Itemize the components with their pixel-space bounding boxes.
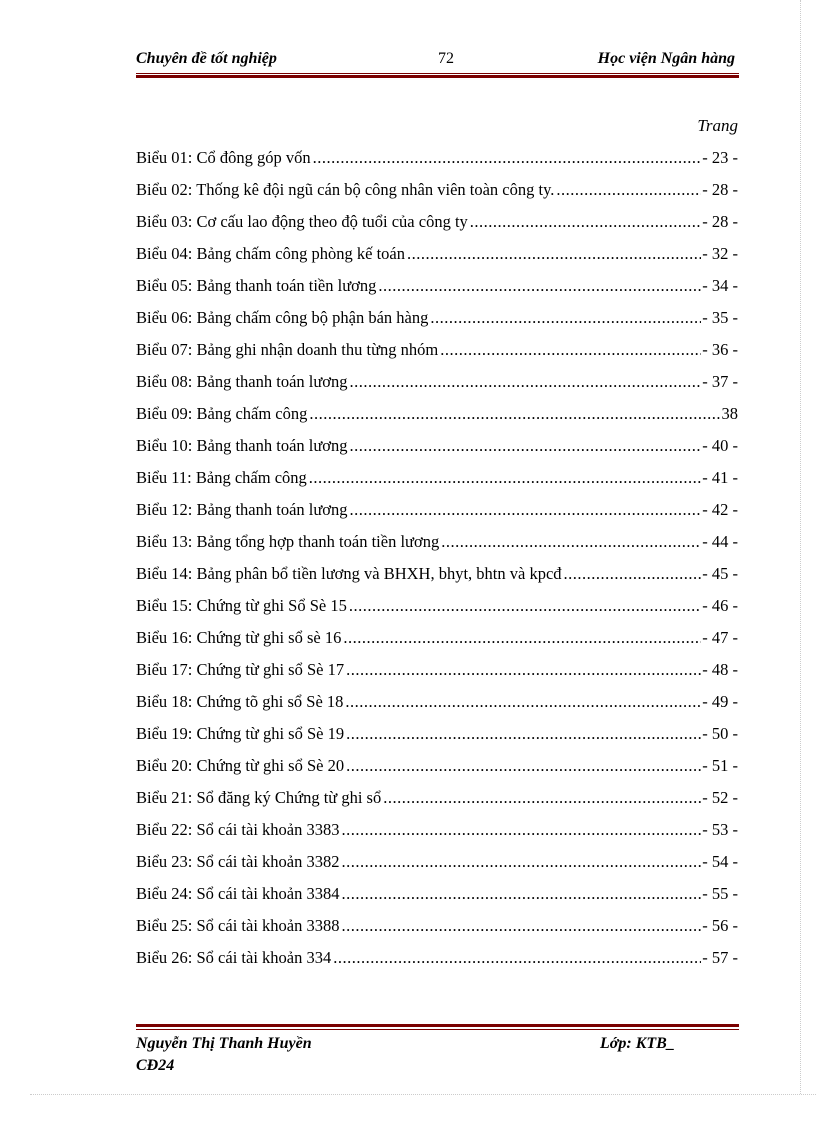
toc-entry-label: Biểu 13: Bảng tổng hợp thanh toán tiền lương (136, 532, 440, 551)
toc-entry-label: Biểu 01: Cổ đông góp vốn (136, 148, 311, 167)
toc-entry (136, 370, 738, 402)
toc-leader-dots (350, 434, 702, 458)
toc-entry (136, 434, 738, 466)
toc-entry (136, 306, 738, 338)
toc-leader-dots (313, 146, 702, 170)
header-rule-thin (136, 73, 739, 74)
toc-entry-label: Biểu 07: Bảng ghi nhận doanh thu từng nhóm (136, 340, 439, 359)
toc-leader-dots (341, 914, 701, 938)
toc-leader-dots (556, 178, 701, 202)
toc-leader-dots (341, 882, 701, 906)
toc-leader-dots (378, 274, 701, 298)
toc-entry-label: Biểu 11: Bảng chấm công (136, 468, 307, 487)
toc-entry-page: - 32 - (702, 244, 738, 263)
toc-entry (136, 146, 738, 178)
page-edge-right (800, 0, 801, 1094)
toc-entry-page: - 23 - (702, 148, 738, 167)
toc-entry-label: Biểu 14: Bảng phân bổ tiền lương và BHXH, bhyt, bhtn và kpcđ (136, 564, 562, 583)
toc-leader-dots (430, 306, 701, 330)
toc-leader-dots (564, 562, 702, 586)
header-page-number: 72 (438, 50, 454, 67)
toc-entry (136, 818, 738, 850)
header-rule (136, 73, 739, 79)
toc-entry (136, 786, 738, 818)
toc-entry (136, 210, 738, 242)
toc-entry (136, 466, 738, 498)
toc-entry-page: - 51 - (702, 756, 738, 775)
toc-entry-page: - 50 - (702, 724, 738, 743)
toc-entry-label: Biểu 12: Bảng thanh toán lương (136, 500, 348, 519)
toc-leader-dots (350, 498, 702, 522)
toc-entry (136, 882, 738, 914)
toc-entry (136, 274, 738, 306)
toc-entry-label: Biểu 03: Cơ cấu lao động theo độ tuổi của công ty (136, 212, 468, 231)
toc-leader-dots (341, 818, 701, 842)
page-header (136, 50, 735, 72)
footer-rule (136, 1024, 739, 1032)
toc-leader-dots (350, 370, 702, 394)
toc-entry-page: - 42 - (702, 500, 738, 519)
toc-entry (136, 498, 738, 530)
toc-entry-page: - 41 - (702, 468, 738, 487)
footer-rule-thick (136, 1024, 739, 1027)
toc-entry-page: - 28 - (702, 212, 738, 231)
footer-author: Nguyễn Thị Thanh Huyền (136, 1035, 312, 1052)
footer-class-code: CĐ24 (136, 1057, 175, 1074)
toc-entry-page: - 28 - (702, 180, 738, 199)
toc-leader-dots (440, 338, 701, 362)
toc-entry-page: - 53 - (702, 820, 738, 839)
toc-entry-label: Biểu 24: Sổ cái tài khoản 3384 (136, 884, 340, 903)
toc-entry (136, 242, 738, 274)
toc-entry (136, 594, 738, 626)
toc-entry-page: - 47 - (702, 628, 738, 647)
toc-entry-page: - 56 - (702, 916, 738, 935)
toc-leader-dots (309, 402, 720, 426)
toc-entry-label: Biểu 10: Bảng thanh toán lương (136, 436, 348, 455)
toc-entry-page: - 44 - (702, 532, 738, 551)
toc-leader-dots (346, 722, 701, 746)
toc-entry-label: Biểu 21: Sổ đăng ký Chứng từ ghi sổ (136, 788, 382, 807)
toc-entry-label: Biểu 22: Sổ cái tài khoản 3383 (136, 820, 340, 839)
toc-leader-dots (470, 210, 701, 234)
toc-leader-dots (383, 786, 701, 810)
toc-entry (136, 626, 738, 658)
toc-leader-dots (333, 946, 701, 970)
toc-entry-label: Biểu 20: Chứng từ ghi sổ Sè 20 (136, 756, 345, 775)
toc-entry-label: Biểu 15: Chứng từ ghi Sổ Sè 15 (136, 596, 347, 615)
toc-entry (136, 338, 738, 370)
toc-entry-page: - 55 - (702, 884, 738, 903)
toc-entry-label: Biểu 19: Chứng từ ghi sổ Sè 19 (136, 724, 345, 743)
toc-leader-dots (309, 466, 701, 490)
toc-entry-label: Biểu 06: Bảng chấm công bộ phận bán hàng (136, 308, 429, 327)
toc-entry (136, 690, 738, 722)
header-institution: Học viện Ngân hàng (597, 50, 735, 67)
toc-entry-page: - 34 - (702, 276, 738, 295)
toc-entry-page: - 37 - (702, 372, 738, 391)
toc-entry (136, 946, 738, 978)
toc-entry (136, 722, 738, 754)
toc-entry (136, 850, 738, 882)
toc-entry-page: - 36 - (702, 340, 738, 359)
toc-entry (136, 530, 738, 562)
toc-entry-page: - 35 - (702, 308, 738, 327)
toc-entry (136, 562, 738, 594)
toc-entry-page: - 45 - (702, 564, 738, 583)
toc-leader-dots (349, 594, 701, 618)
toc-entry-page: - 52 - (702, 788, 738, 807)
toc-leader-dots (345, 690, 701, 714)
toc-entry-label: Biểu 23: Sổ cái tài khoản 3382 (136, 852, 340, 871)
footer-class-label: Lớp: KTB_ (600, 1035, 675, 1052)
toc-entry (136, 402, 738, 434)
toc-entry-label: Biểu 26: Sổ cái tài khoản 334 (136, 948, 332, 967)
toc-entry-page: - 48 - (702, 660, 738, 679)
toc-leader-dots (407, 242, 701, 266)
toc-entry-label: Biểu 17: Chứng từ ghi sổ Sè 17 (136, 660, 345, 679)
toc-entry-page: 38 (721, 404, 738, 423)
toc-entry-label: Biểu 09: Bảng chấm công (136, 404, 308, 423)
toc-leader-dots (346, 658, 701, 682)
header-thesis-title: Chuyên đề tốt nghiệp (136, 50, 277, 67)
toc-entry (136, 658, 738, 690)
toc-entry-page: - 49 - (702, 692, 738, 711)
toc-entry (136, 178, 738, 210)
toc-entry-label: Biểu 05: Bảng thanh toán tiền lương (136, 276, 377, 295)
header-rule-thick (136, 75, 739, 78)
toc-entry-label: Biểu 02: Thống kê đội ngũ cán bộ công nhân viên toàn công ty. (136, 180, 555, 199)
toc-entry-label: Biểu 25: Sổ cái tài khoản 3388 (136, 916, 340, 935)
toc-entry (136, 754, 738, 786)
toc-entry-page: - 40 - (702, 436, 738, 455)
toc-entry (136, 914, 738, 946)
page-edge-bottom (30, 1094, 816, 1095)
table-of-contents (136, 146, 738, 978)
toc-entry-label: Biểu 04: Bảng chấm công phòng kế toán (136, 244, 405, 263)
toc-leader-dots (343, 626, 701, 650)
toc-page-heading: Trang (697, 116, 738, 135)
toc-entry-label: Biểu 16: Chứng từ ghi sổ sè 16 (136, 628, 342, 647)
toc-leader-dots (441, 530, 701, 554)
footer-rule-thin (136, 1029, 739, 1030)
toc-entry-page: - 57 - (702, 948, 738, 967)
toc-leader-dots (341, 850, 701, 874)
toc-leader-dots (346, 754, 701, 778)
toc-entry-label: Biểu 18: Chứng tõ ghi sổ Sè 18 (136, 692, 344, 711)
toc-entry-page: - 46 - (702, 596, 738, 615)
toc-entry-label: Biểu 08: Bảng thanh toán lương (136, 372, 348, 391)
toc-entry-page: - 54 - (702, 852, 738, 871)
